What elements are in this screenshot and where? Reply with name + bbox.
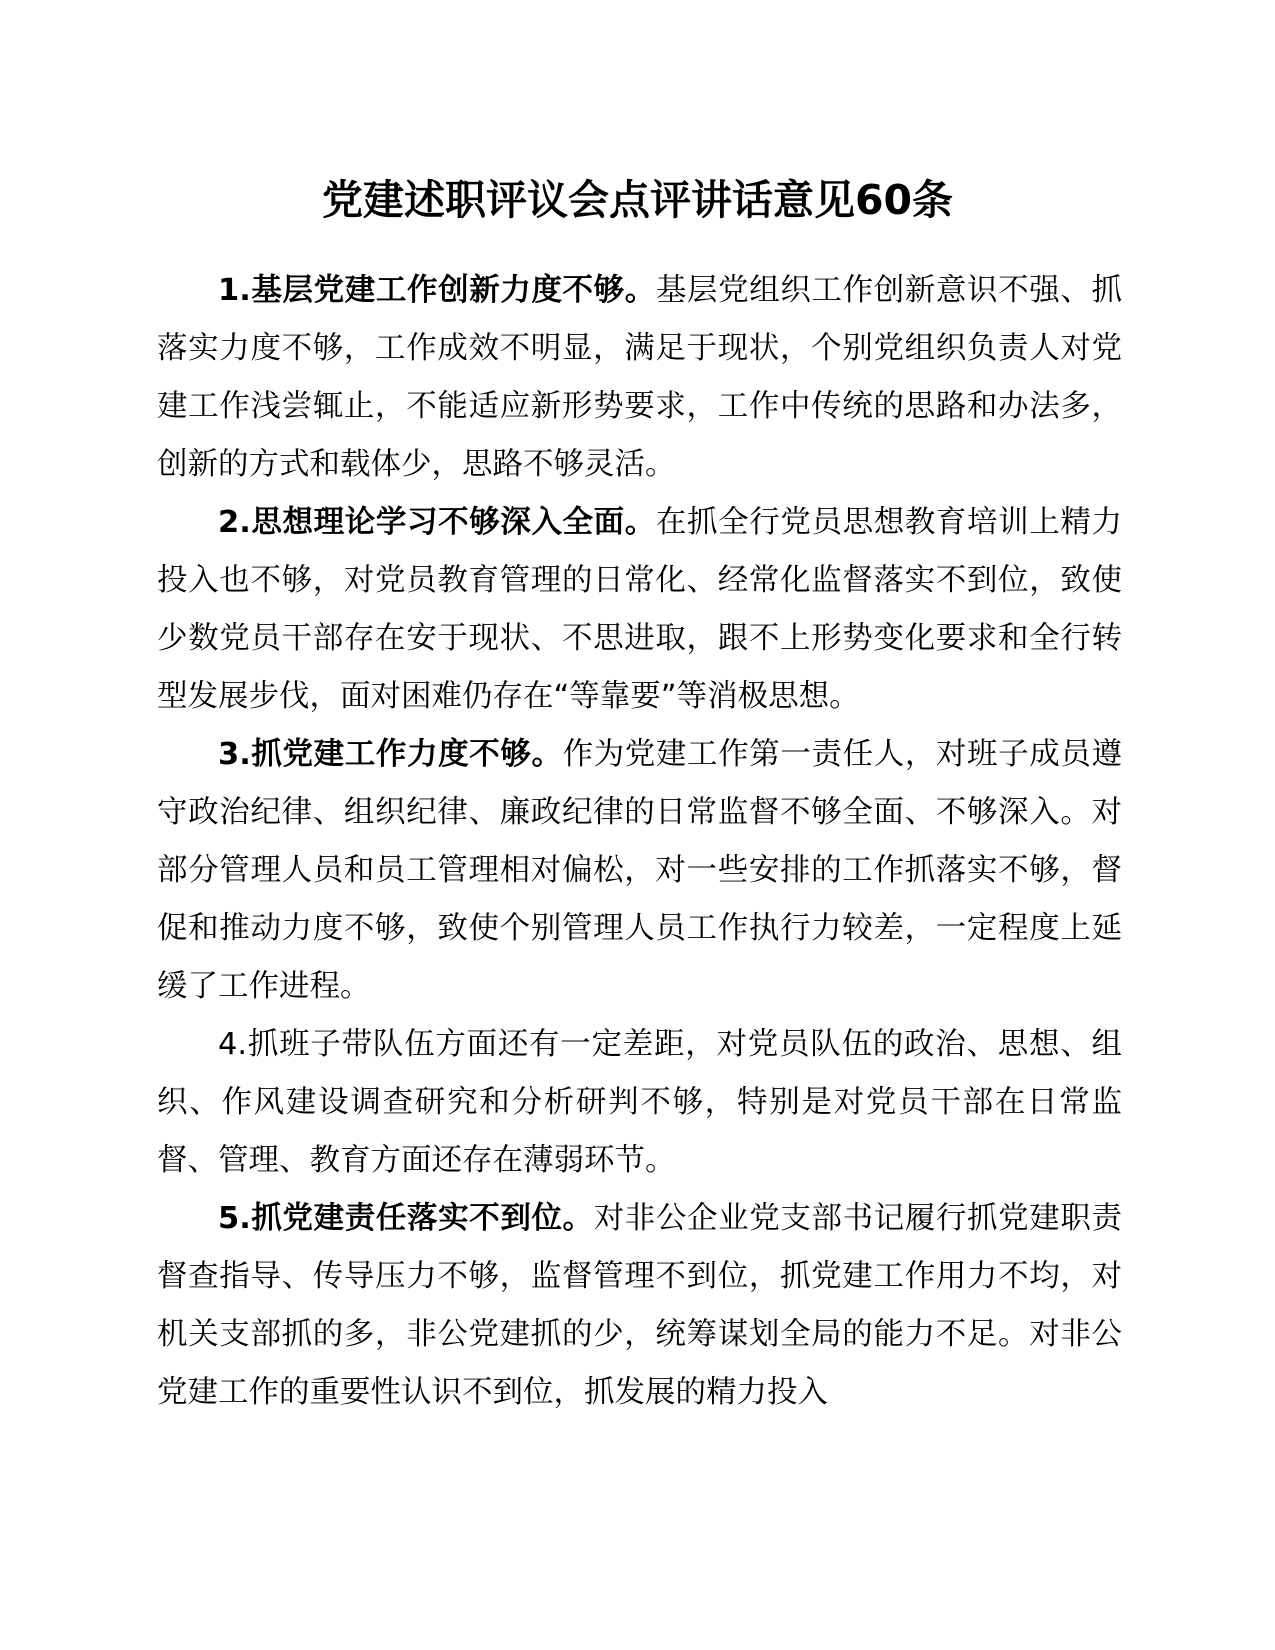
paragraph-3-heading: 3.抓党建工作力度不够。	[218, 737, 563, 772]
paragraph-4	[157, 1016, 1122, 1190]
paragraph-1	[157, 262, 1122, 494]
paragraph-5	[157, 1190, 1122, 1422]
paragraph-3-text: 作为党建工作第一责任人，对班子成员遵守政治纪律、组织纪律、廉政纪律的日常监督不够全面、不够深入。对部分管理人员和员工管理相对偏松，对一些安排的工作抓落实不够，督促和推动力度不够，致使个别管理人员工作执行力较差，一定程度上延缓了工作进程。	[157, 737, 1122, 1004]
paragraph-5-heading: 5.抓党建责任落实不到位。	[218, 1201, 594, 1236]
document-body	[157, 262, 1122, 1422]
paragraph-1-heading: 1.基层党建工作创新力度不够。	[218, 273, 656, 308]
paragraph-5-text: 对非公企业党支部书记履行抓党建职责督查指导、传导压力不够，监督管理不到位，抓党建工作用力不均，对机关支部抓的多，非公党建抓的少，统筹谋划全局的能力不足。对非公党建工作的重要性认识不到位，抓发展的精力投入	[157, 1201, 1123, 1410]
paragraph-2	[157, 494, 1122, 726]
paragraph-2-heading: 2.思想理论学习不够深入全面。	[218, 505, 656, 540]
paragraph-3	[157, 726, 1122, 1016]
paragraph-1-text: 基层党组织工作创新意识不强、抓落实力度不够，工作成效不明显，满足于现状，个别党组织负责人对党建工作浅尝辄止，不能适应新形势要求，工作中传统的思路和办法多，创新的方式和载体少，思路不够灵活。	[157, 273, 1122, 482]
paragraph-2-text: 在抓全行党员思想教育培训上精力投入也不够，对党员教育管理的日常化、经常化监督落实不到位，致使少数党员干部存在安于现状、不思进取，跟不上形势变化要求和全行转型发展步伐，面对困难仍存在“等靠要”等消极思想。	[157, 505, 1122, 714]
document-title: 党建述职评议会点评讲话意见60条	[321, 176, 954, 224]
paragraph-4-text: 4.抓班子带队伍方面还有一定差距，对党员队伍的政治、思想、组织、作风建设调查研究和分析研判不够，特别是对党员干部在日常监督、管理、教育方面还存在薄弱环节。	[157, 1027, 1122, 1178]
